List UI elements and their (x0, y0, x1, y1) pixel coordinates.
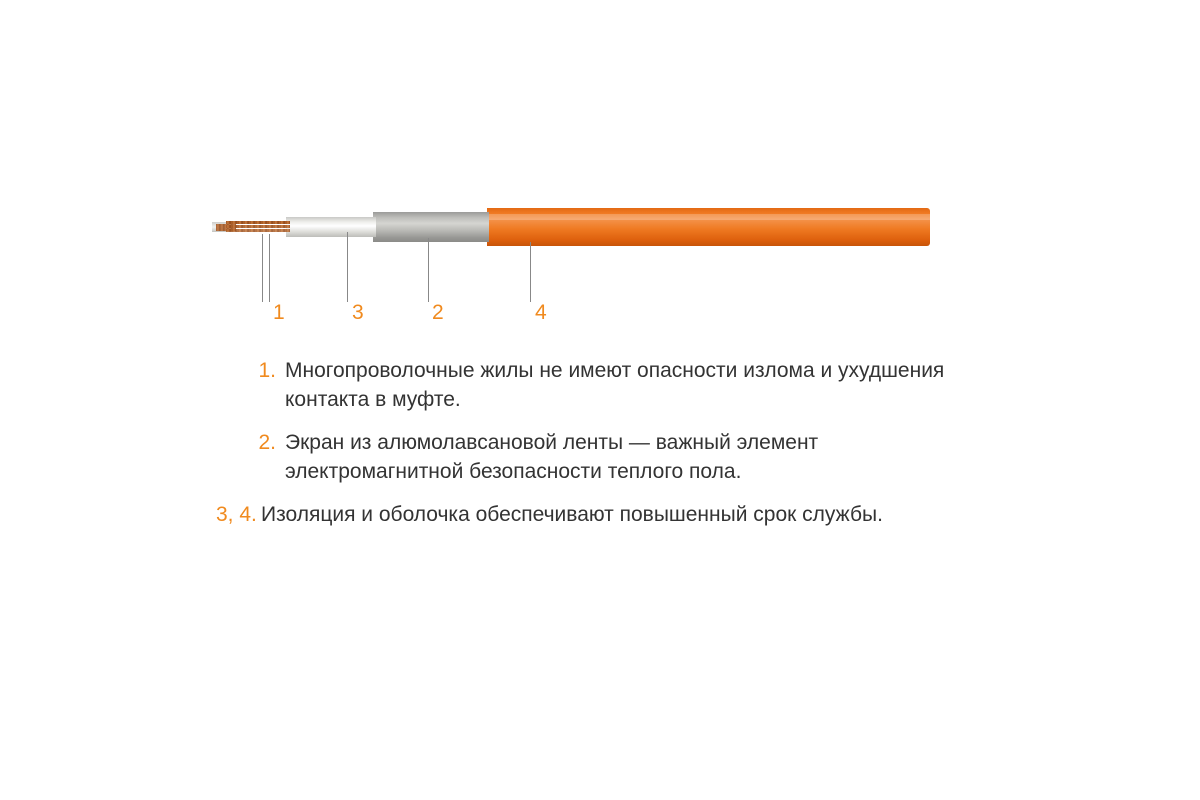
leader-line-1b (269, 234, 270, 302)
legend-item-text: Многопроволочные жилы не имеют опасности излома и ухудшения контакта в муфте. (285, 359, 945, 411)
legend-item (240, 428, 980, 486)
legend-item-number: 3, 4. (216, 503, 257, 526)
callout-number-3: 3 (352, 301, 364, 324)
core-strand (226, 221, 290, 224)
legend-item-text: Экран из алюмолавсановой ленты — важный элемент электромагнитной безопасности теплого пола. (285, 431, 819, 483)
cable-illustration (0, 0, 1200, 340)
legend-item-text: Изоляция и оболочка обеспечивают повышенный срок службы. (261, 503, 883, 526)
legend-item-number: 2. (258, 431, 276, 454)
cable-layer-cores (226, 221, 290, 234)
leader-line-3 (347, 232, 348, 302)
leader-line-4 (530, 242, 531, 302)
core-strand (226, 229, 290, 232)
legend-item-number: 1. (258, 359, 276, 382)
leader-line-1 (262, 234, 263, 302)
core-strand (226, 225, 290, 228)
cable-layer-insulation (286, 217, 376, 237)
cable-layer-screen (373, 212, 489, 242)
callout-number-1: 1 (273, 301, 285, 324)
legend-notes (216, 356, 980, 543)
callout-number-2: 2 (432, 301, 444, 324)
legend-item (240, 356, 980, 414)
cable-layer-sheath (487, 208, 930, 246)
leader-line-2 (428, 238, 429, 302)
callout-number-4: 4 (535, 301, 547, 324)
legend-item (216, 500, 980, 529)
